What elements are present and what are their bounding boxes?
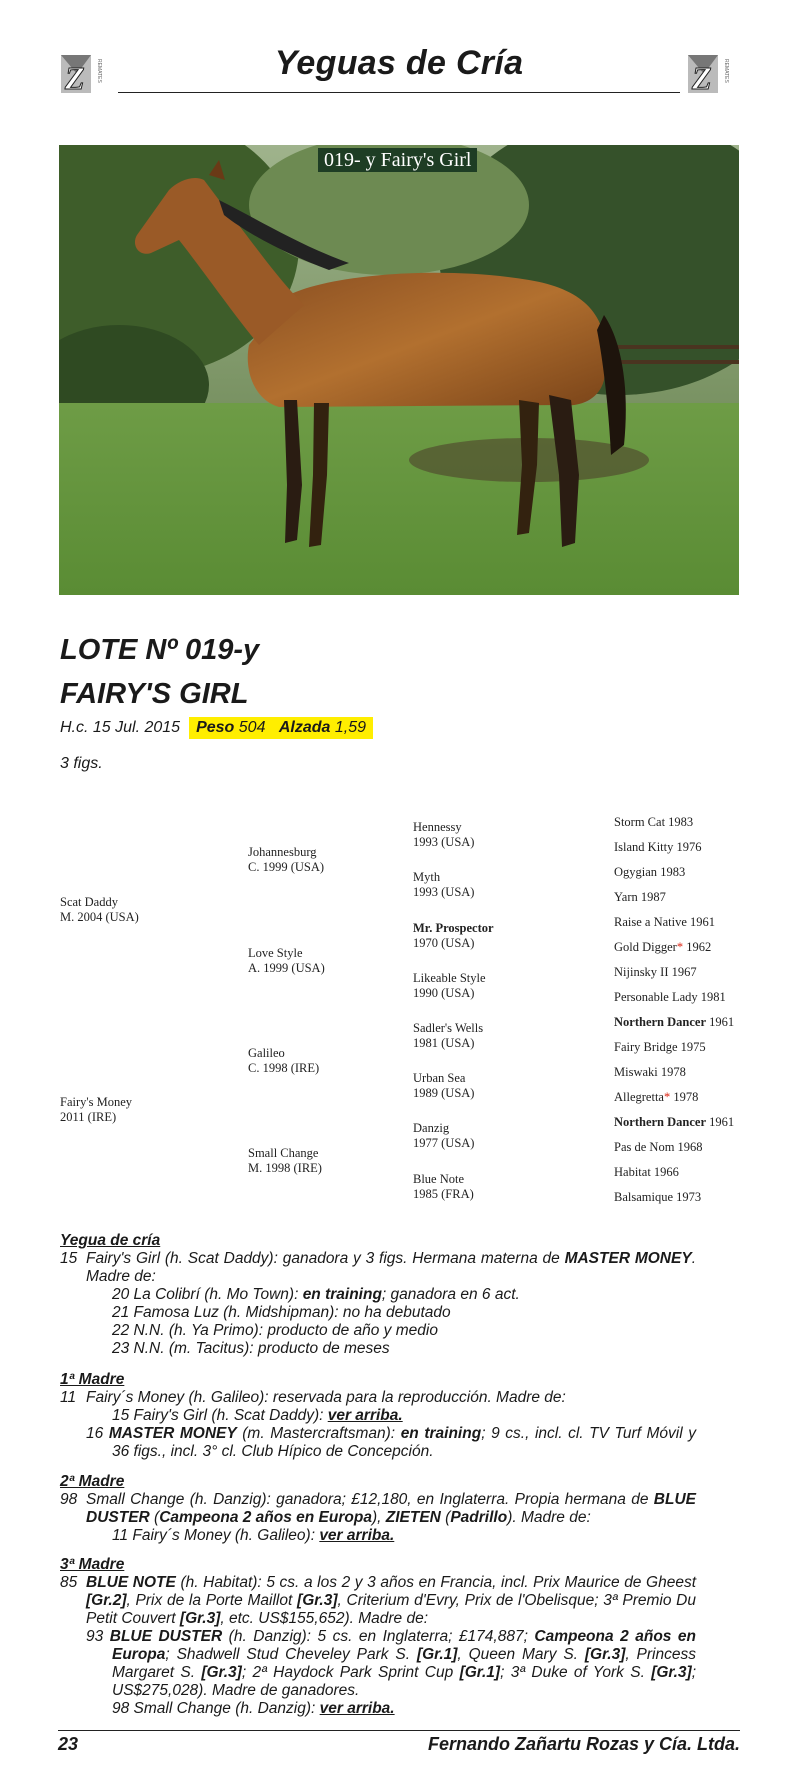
ped-g3-item: Urban Sea 1989 (USA): [413, 1071, 475, 1100]
ped-g2-item: Small Change M. 1998 (IRE): [248, 1146, 322, 1175]
measurements-highlight: [189, 717, 373, 739]
ped-g4-item: Pas de Nom 1968: [614, 1140, 703, 1154]
lot-title: [60, 630, 259, 718]
ped-g3-item: Mr. Prospector 1970 (USA): [413, 921, 494, 950]
page-title: Yeguas de Cría: [274, 44, 524, 82]
horse-name: FAIRY'S GIRL: [60, 678, 249, 710]
family-entry: 16 MASTER MONEY (m. Mastercraftsman): en training; 9 cs., incl. cl. TV Turf Móvil y 36 figs., incl. 3° cl. Club Hípico de Concepción.: [86, 1425, 697, 1460]
ped-g4-item: Balsamique 1973: [614, 1190, 702, 1204]
ped-g4-item: Habitat 1966: [614, 1165, 679, 1179]
section-title: Yegua de cría: [60, 1232, 161, 1249]
birth-info: H.c. 15 Jul. 2015: [60, 719, 181, 736]
ped-g4-item: Allegretta* 1978: [614, 1090, 699, 1104]
svg-text:Z: Z: [65, 60, 85, 96]
ped-g3-item: Myth 1993 (USA): [413, 870, 475, 899]
family-entry: 20 La Colibrí (h. Mo Town): en training; ganadora en 6 act.: [112, 1286, 520, 1303]
ped-g4-item: Gold Digger* 1962: [614, 940, 712, 954]
horse-photo: [59, 145, 739, 595]
ped-g3-item: Hennessy 1993 (USA): [413, 820, 475, 849]
ped-g4-item: Personable Lady 1981: [614, 990, 726, 1004]
ped-g4-item: Island Kitty 1976: [614, 840, 702, 854]
ped-g4-item: Storm Cat 1983: [614, 815, 694, 829]
ped-dam-info: 2011 (IRE): [60, 1110, 117, 1124]
family-entry: 23 N.N. (m. Tacitus): producto de meses: [112, 1340, 390, 1357]
ped-g4-item: Miswaki 1978: [614, 1065, 686, 1079]
birth-line: [60, 717, 373, 739]
ped-sire: [60, 895, 139, 925]
ped-g4-item: Yarn 1987: [614, 890, 666, 904]
family-entry: 22 N.N. (h. Ya Primo): producto de año y medio: [112, 1322, 438, 1339]
ped-sire-name: Scat Daddy: [60, 895, 118, 909]
ped-g2-item: Galileo C. 1998 (IRE): [248, 1046, 320, 1075]
figs-text: 3 figs.: [60, 755, 103, 772]
alzada-value: 1,59: [334, 719, 366, 736]
alzada-label: Alzada: [278, 719, 331, 736]
footer-rule: [58, 1730, 740, 1731]
ped-dam-name: Fairy's Money: [60, 1095, 133, 1109]
section-title: 1ª Madre: [60, 1371, 125, 1388]
family-entry: 98 Small Change (h. Danzig): ver arriba.: [112, 1700, 395, 1717]
family-entry: 98 Small Change (h. Danzig): ganadora; £12,180, en Inglaterra. Propia hermana de BLUE DUSTER (Campeona 2 años en Europa), ZIETEN (Padrillo). Madre de:: [60, 1491, 696, 1526]
ped-g3-item: Sadler's Wells 1981 (USA): [413, 1021, 484, 1050]
lot-number: LOTE Nº 019-y: [60, 634, 260, 666]
company-name: Fernando Zañartu Rozas y Cía. Ltda.: [427, 1734, 740, 1754]
family-entry: 15 Fairy's Girl (h. Scat Daddy): ganadora y 3 figs. Hermana materna de MASTER MONEY. Madre de:: [60, 1250, 696, 1285]
ped-g4-item: Fairy Bridge 1975: [614, 1040, 706, 1054]
ver-arriba-link[interactable]: ver arriba.: [327, 1407, 403, 1424]
family-entry: 15 Fairy's Girl (h. Scat Daddy): ver arriba.: [112, 1407, 403, 1424]
ped-g2-item: Love Style A. 1999 (USA): [248, 946, 325, 975]
ped-sire-info: M. 2004 (USA): [60, 910, 139, 924]
ver-arriba-link[interactable]: ver arriba.: [319, 1527, 395, 1544]
ped-g3-item: Blue Note 1985 (FRA): [413, 1172, 474, 1201]
section-madre2: [60, 1473, 696, 1545]
ped-g4-item: Raise a Native 1961: [614, 915, 716, 929]
section-title: 3ª Madre: [60, 1556, 125, 1573]
ped-g2-item: Johannesburg C. 1999 (USA): [248, 845, 325, 874]
section-madre1: [60, 1371, 696, 1461]
section-madre3: [60, 1556, 696, 1718]
family-entry: 93 BLUE DUSTER (h. Danzig): 5 cs. en Inglaterra; £174,887; Campeona 2 años en Europa; Shadwell Stud Cheveley Park S. [Gr.1], Queen Mary S. [Gr.3], Princess Margaret S. [Gr.3]; 2ª Haydock Park Sprint Cup [Gr.1]; 3ª Duke of York S. [Gr.3]; US$275,028). Madre de ganadores.: [86, 1628, 696, 1699]
section-yegua: [60, 1232, 696, 1358]
peso-value: 504: [238, 719, 266, 736]
svg-text:Z: Z: [692, 60, 712, 96]
family-entry: 21 Famosa Luz (h. Midshipman): no ha debutado: [112, 1304, 451, 1321]
ver-arriba-link[interactable]: ver arriba.: [319, 1700, 395, 1717]
page-number: 23: [58, 1734, 79, 1754]
family-entry: 85 BLUE NOTE (h. Habitat): 5 cs. a los 2 y 3 años en Francia, incl. Prix Maurice de Gheest [Gr.2], Prix de la Porte Maillot [Gr.3], Criterium d'Evry, Prix de l'Obelisque; 3ª Premio Du Petit Couvert [Gr.3], etc. US$155,652). Madre de:: [60, 1574, 697, 1627]
ped-g3-item: Danzig 1977 (USA): [413, 1121, 475, 1150]
section-title: 2ª Madre: [60, 1473, 125, 1490]
family-entry: 11 Fairy´s Money (h. Galileo): ver arriba.: [112, 1527, 395, 1544]
svg-text:REMATES: REMATES: [96, 59, 102, 83]
family-entry: 11 Fairy´s Money (h. Galileo): reservada para la reproducción. Madre de:: [60, 1389, 566, 1406]
header-rule: [118, 92, 680, 93]
peso-label: Peso: [196, 719, 235, 736]
ped-g4-item: Northern Dancer 1961: [614, 1115, 735, 1129]
ped-g4-item: Northern Dancer 1961: [614, 1015, 735, 1029]
ped-g4-item: Ogygian 1983: [614, 865, 686, 879]
ped-g4-item: Nijinsky II 1967: [614, 965, 697, 979]
photo-caption: 019- y Fairy's Girl: [318, 148, 477, 172]
ped-dam: [60, 1095, 132, 1125]
ped-g3-item: Likeable Style 1990 (USA): [413, 971, 486, 1000]
svg-text:REMATES: REMATES: [723, 59, 729, 83]
